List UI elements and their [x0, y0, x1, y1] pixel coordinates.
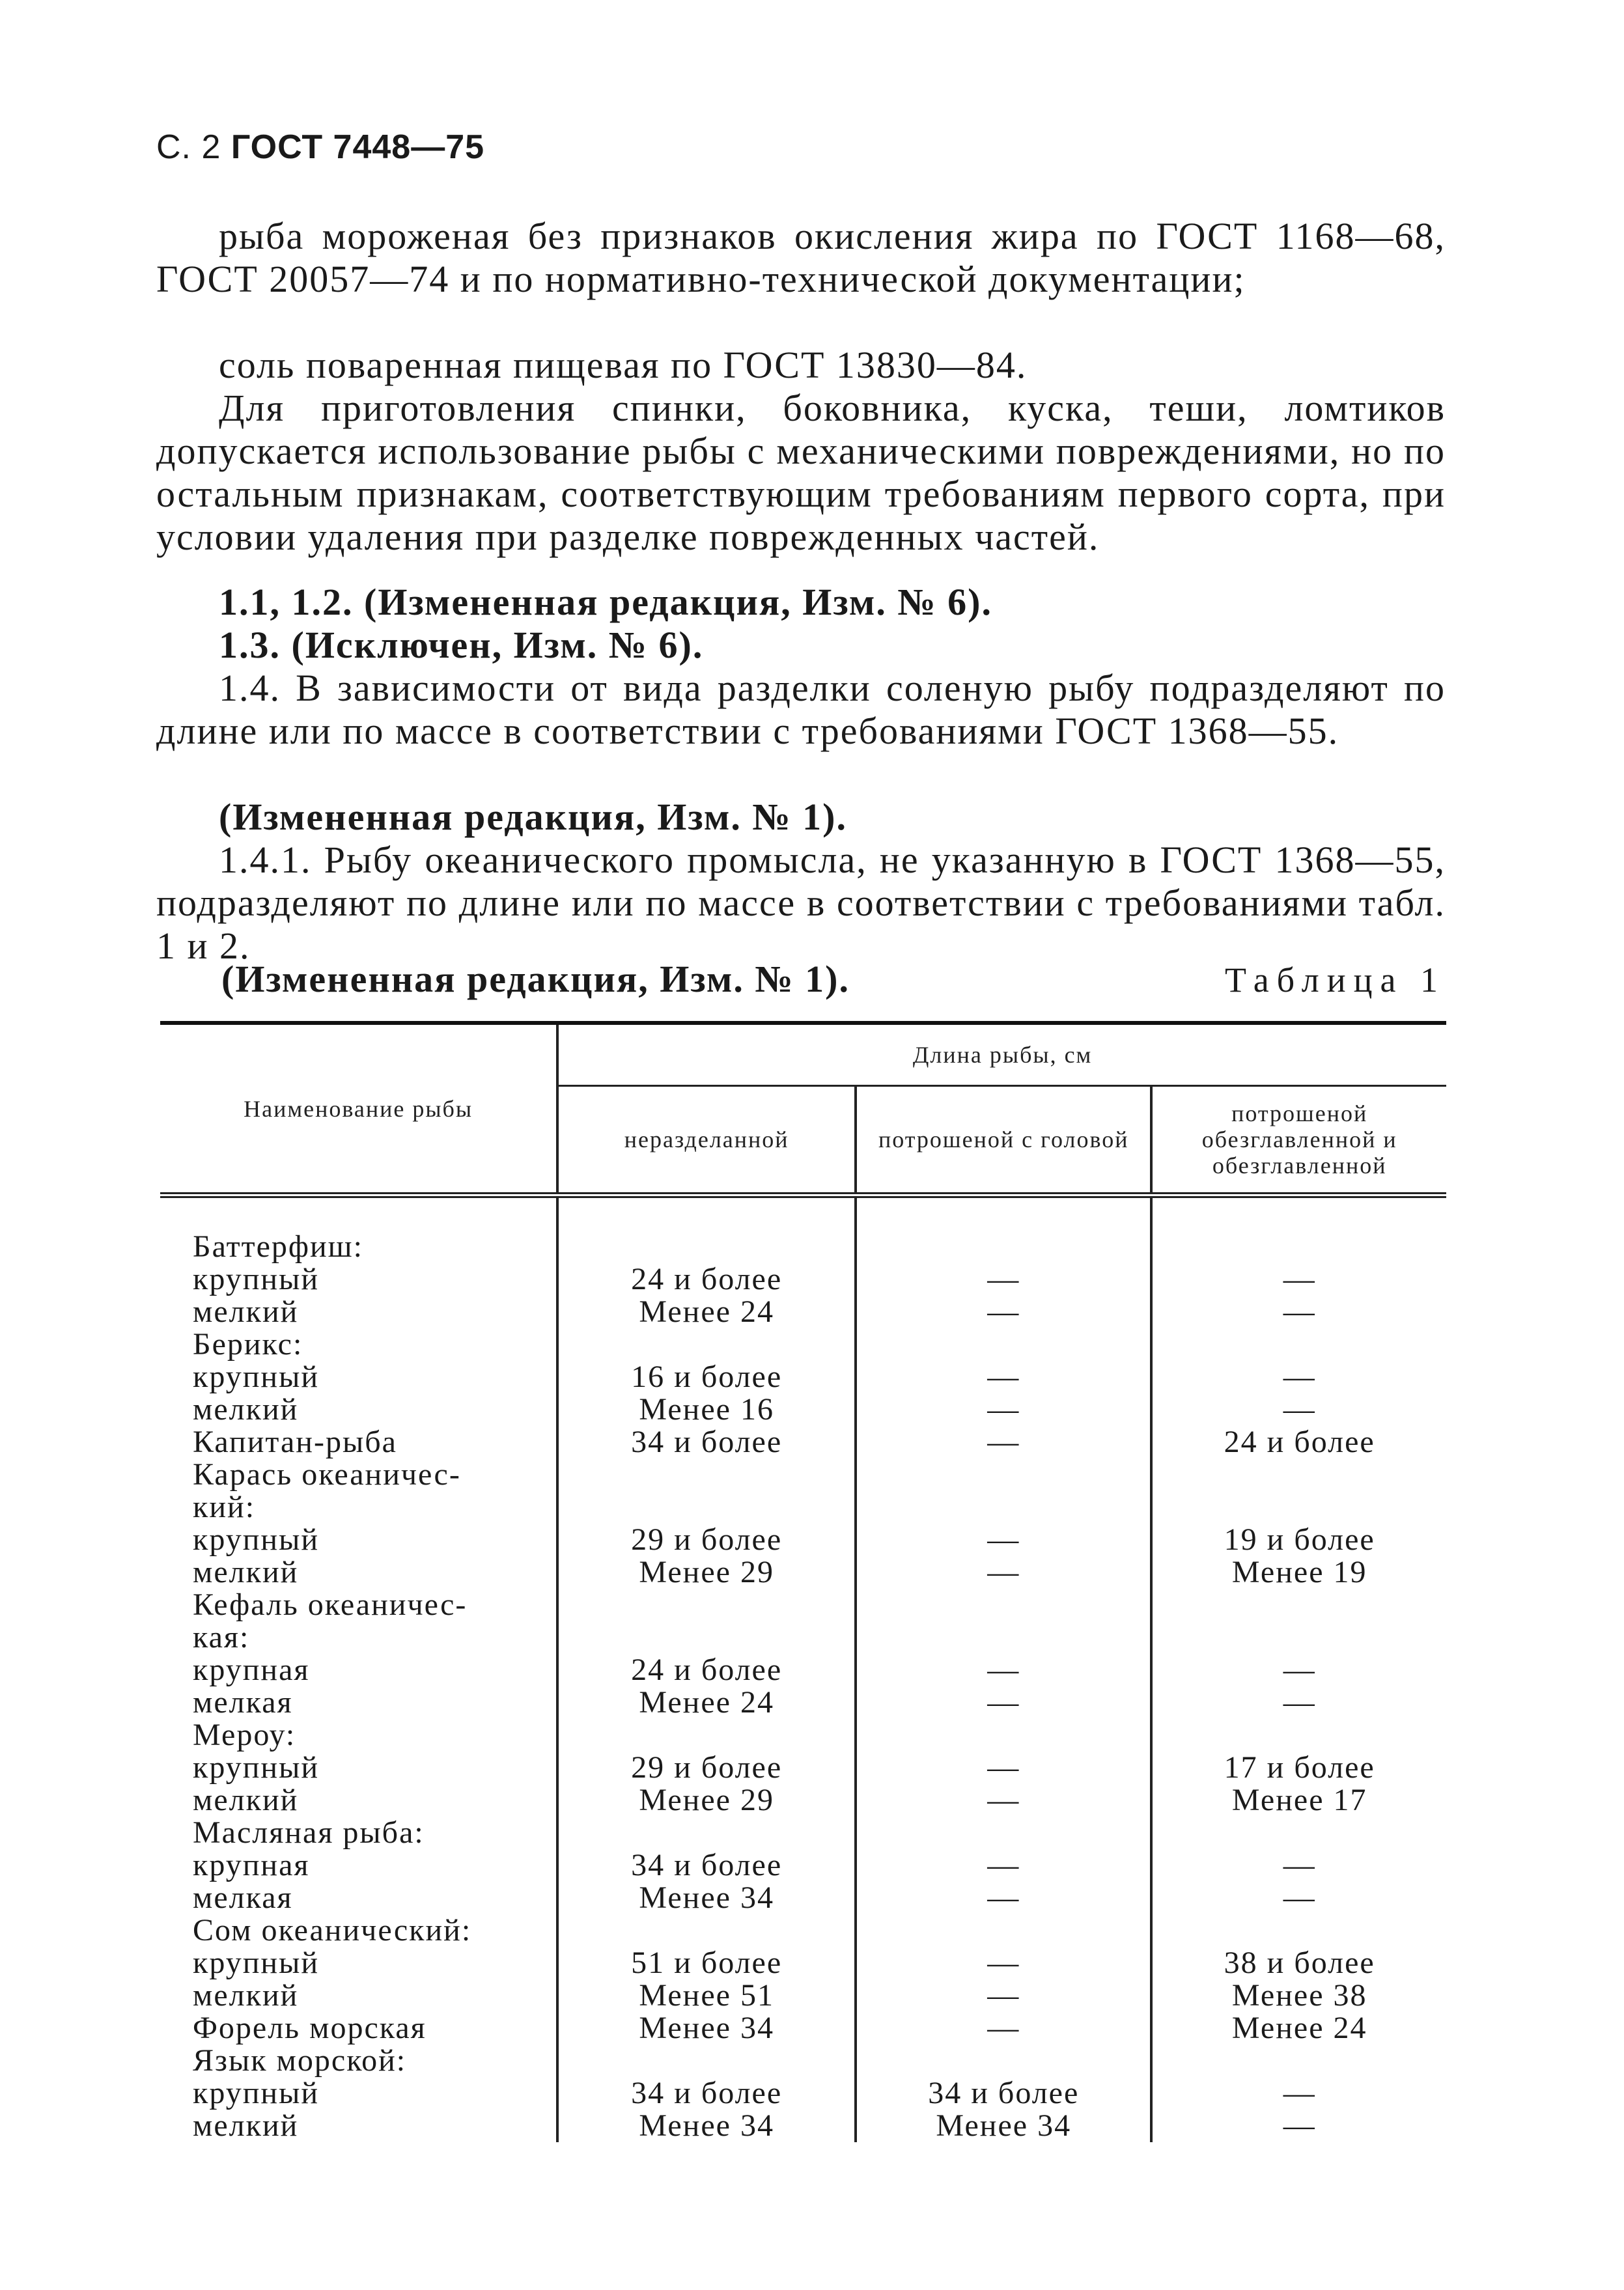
- table-row: [160, 1686, 1446, 1719]
- length-gutted-headless-cell: [1151, 1914, 1446, 1947]
- length-whole-cell: Менее 24: [557, 1296, 856, 1328]
- length-gutted-headless-cell: [1151, 1719, 1446, 1752]
- table-row: [160, 2045, 1446, 2077]
- fish-name-cell: крупный: [160, 1947, 557, 1979]
- length-gutted-headed-cell: 34 и более: [856, 2077, 1151, 2110]
- length-gutted-headless-cell: [1151, 2045, 1446, 2077]
- table-row: [160, 1621, 1446, 1654]
- fish-name-cell: мелкая: [160, 1686, 557, 1719]
- length-whole-cell: Менее 29: [557, 1784, 856, 1817]
- length-gutted-headless-cell: —: [1283, 1653, 1316, 1687]
- length-gutted-headed-cell: [856, 1589, 1151, 1621]
- paragraph-amendment-1: (Измененная редакция, Изм. № 1).: [219, 796, 847, 838]
- length-gutted-headed-cell: —: [856, 1882, 1151, 1914]
- table-row: [160, 1556, 1446, 1589]
- fish-name-cell: мелкий: [160, 1296, 557, 1328]
- length-gutted-headed-cell: [856, 1817, 1151, 1849]
- paragraph-1-4-1: 1.4.1. Рыбу океанического промысла, не указанную в ГОСТ 1368—55, подразделяют по длине или по массе в соответствии с требованиями табл. 1 и 2.: [156, 839, 1446, 967]
- length-gutted-headed-cell: —: [856, 1979, 1151, 2012]
- table-row: [160, 1784, 1446, 1817]
- fish-table-body: [160, 1195, 1446, 2143]
- table-row: [160, 1393, 1446, 1426]
- fish-name-cell: Мероу:: [160, 1719, 557, 1752]
- paragraph-salt: соль поваренная пищевая по ГОСТ 13830—84.: [219, 344, 1028, 386]
- length-gutted-headed-cell: —: [856, 1524, 1151, 1556]
- table-row: [160, 2012, 1446, 2045]
- length-gutted-headless-cell: 24 и более: [1224, 1425, 1375, 1459]
- length-whole-cell: 24 и более: [557, 1654, 856, 1686]
- length-whole-cell: Менее 29: [557, 1556, 856, 1589]
- length-gutted-headless-cell: —: [1283, 1880, 1316, 1915]
- table-row: [160, 1231, 1446, 1263]
- table-number-label: Таблица 1: [1225, 960, 1446, 999]
- fish-name-cell: крупный: [160, 2077, 557, 2110]
- length-whole-cell: [557, 1914, 856, 1947]
- length-whole-cell: [557, 1719, 856, 1752]
- table-row: [160, 2110, 1446, 2142]
- length-whole-cell: Менее 34: [557, 2110, 856, 2142]
- length-gutted-headless-cell: —: [1283, 2108, 1316, 2143]
- length-whole-cell: 51 и более: [557, 1947, 856, 1979]
- length-gutted-headed-cell: —: [856, 1686, 1151, 1719]
- length-whole-cell: [557, 1589, 856, 1621]
- fish-name-cell: Масляная рыба:: [160, 1817, 557, 1849]
- length-gutted-headed-cell: —: [856, 2012, 1151, 2045]
- length-gutted-headless-cell: Менее 17: [1231, 1783, 1367, 1817]
- standard-number: ГОСТ 7448—75: [231, 128, 485, 166]
- length-whole-cell: Менее 24: [557, 1686, 856, 1719]
- length-gutted-headless-cell: —: [1283, 1848, 1316, 1882]
- length-gutted-headless-cell: —: [1283, 1294, 1316, 1329]
- fish-name-cell: Кефаль океаничес-: [160, 1589, 557, 1621]
- length-whole-cell: 34 и более: [557, 2077, 856, 2110]
- table-row: [160, 1328, 1446, 1361]
- length-whole-cell: 24 и более: [557, 1263, 856, 1296]
- length-whole-cell: 34 и более: [557, 1426, 856, 1459]
- length-whole-cell: [557, 1817, 856, 1849]
- fish-name-cell: Баттерфиш:: [160, 1231, 557, 1263]
- length-gutted-headed-cell: [856, 1231, 1151, 1263]
- fish-name-cell: мелкий: [160, 1979, 557, 2012]
- table-row: [160, 1491, 1446, 1524]
- fish-name-cell: Язык морской:: [160, 2045, 557, 2077]
- length-gutted-headless-cell: [1151, 1817, 1446, 1849]
- length-whole-cell: [557, 1328, 856, 1361]
- length-gutted-headless-cell: [1151, 1231, 1446, 1263]
- length-whole-cell: Менее 34: [557, 2012, 856, 2045]
- fish-name-cell: крупный: [160, 1524, 557, 1556]
- length-whole-cell: 29 и более: [557, 1524, 856, 1556]
- fish-name-cell: крупная: [160, 1654, 557, 1686]
- fish-name-cell: мелкий: [160, 2110, 557, 2142]
- fish-name-cell: мелкий: [160, 1556, 557, 1589]
- length-whole-cell: 16 и более: [557, 1361, 856, 1393]
- length-gutted-headless-cell: —: [1283, 1392, 1316, 1427]
- length-gutted-headed-cell: [856, 1621, 1151, 1654]
- length-gutted-headed-cell: —: [856, 1784, 1151, 1817]
- fish-name-cell: мелкий: [160, 1393, 557, 1426]
- length-gutted-headed-cell: [856, 1459, 1151, 1491]
- table-row: [160, 1524, 1446, 1556]
- length-gutted-headless-cell: 38 и более: [1224, 1946, 1375, 1980]
- fish-name-cell: мелкая: [160, 1882, 557, 1914]
- length-whole-cell: [557, 2045, 856, 2077]
- length-whole-cell: Менее 16: [557, 1393, 856, 1426]
- length-gutted-headless-cell: 19 и более: [1224, 1522, 1375, 1557]
- fish-name-cell: Форель морская: [160, 2012, 557, 2045]
- fish-name-cell: Карась океаничес-: [160, 1459, 557, 1491]
- length-gutted-headed-cell: [856, 1491, 1151, 1524]
- fish-name-cell: кий:: [160, 1491, 557, 1524]
- table-row: [160, 1654, 1446, 1686]
- length-whole-cell: [557, 1231, 856, 1263]
- length-gutted-headless-cell: —: [1283, 1262, 1316, 1296]
- table-row: [160, 1263, 1446, 1296]
- length-gutted-headed-cell: —: [856, 1361, 1151, 1393]
- table-row: [160, 1849, 1446, 1882]
- paragraph-amendment-1-2: 1.1, 1.2. (Измененная редакция, Изм. № 6).: [219, 581, 992, 623]
- length-gutted-headed-cell: —: [856, 1296, 1151, 1328]
- table-row: [160, 2077, 1446, 2110]
- fish-name-cell: мелкий: [160, 1784, 557, 1817]
- table-row: [160, 1979, 1446, 2012]
- fish-name-cell: крупный: [160, 1263, 557, 1296]
- length-gutted-headless-cell: [1151, 1621, 1446, 1654]
- length-gutted-headed-cell: —: [856, 1752, 1151, 1784]
- length-whole-cell: [557, 1621, 856, 1654]
- length-whole-cell: Менее 51: [557, 1979, 856, 2012]
- header-length-group: Длина рыбы, см: [912, 1042, 1093, 1068]
- length-gutted-headed-cell: —: [856, 1426, 1151, 1459]
- length-gutted-headless-cell: Менее 19: [1231, 1555, 1367, 1589]
- table-row: [160, 1947, 1446, 1979]
- length-gutted-headed-cell: —: [856, 1263, 1151, 1296]
- length-gutted-headed-cell: [856, 1914, 1151, 1947]
- header-gutted-headed: потрошеной с головой: [856, 1086, 1151, 1195]
- header-fish-name: Наименование рыбы: [160, 1023, 557, 1195]
- table-amendment-caption: (Измененная редакция, Изм. № 1).: [221, 958, 850, 1000]
- paragraph-damaged-fish: Для приготовления спинки, боковника, куска, теши, ломтиков допускается использование рыбы с механическими повреждениями, но по остальным признакам, соответствующим требованиям первого сорта, при условии удаления при разделке поврежденных частей.: [156, 387, 1446, 558]
- fish-name-cell: Берикс:: [160, 1328, 557, 1361]
- table-row: [160, 1882, 1446, 1914]
- length-gutted-headed-cell: —: [856, 1556, 1151, 1589]
- length-gutted-headless-cell: 17 и более: [1224, 1750, 1375, 1785]
- paragraph-raw-materials: рыба мороженая без признаков окисления жира по ГОСТ 1168—68, ГОСТ 20057—74 и по нормативно-технической документации;: [156, 215, 1446, 300]
- length-gutted-headed-cell: —: [856, 1947, 1151, 1979]
- length-gutted-headless-cell: —: [1283, 1360, 1316, 1394]
- length-gutted-headless-cell: Менее 24: [1231, 2011, 1367, 2045]
- fish-name-cell: Капитан-рыба: [160, 1426, 557, 1459]
- length-gutted-headless-cell: [1151, 1491, 1446, 1524]
- length-gutted-headless-cell: [1151, 1459, 1446, 1491]
- length-gutted-headless-cell: [1151, 1589, 1446, 1621]
- length-gutted-headed-cell: —: [856, 1654, 1151, 1686]
- length-gutted-headless-cell: Менее 38: [1231, 1978, 1367, 2013]
- length-whole-cell: [557, 1459, 856, 1491]
- fish-name-cell: кая:: [160, 1621, 557, 1654]
- header-whole: неразделанной: [557, 1086, 856, 1195]
- table-row: [160, 1459, 1446, 1491]
- table-row: [160, 1426, 1446, 1459]
- table-row: [160, 1817, 1446, 1849]
- fish-name-cell: крупный: [160, 1361, 557, 1393]
- length-gutted-headed-cell: [856, 2045, 1151, 2077]
- length-gutted-headed-cell: Менее 34: [856, 2110, 1151, 2142]
- length-whole-cell: 29 и более: [557, 1752, 856, 1784]
- page-number: С. 2: [156, 128, 221, 166]
- table-row: [160, 1589, 1446, 1621]
- length-gutted-headless-cell: —: [1283, 1685, 1316, 1720]
- table-row: [160, 1296, 1446, 1328]
- table-row: [160, 1361, 1446, 1393]
- paragraph-excluded-1-3: 1.3. (Исключен, Изм. № 6).: [219, 624, 704, 666]
- length-gutted-headed-cell: [856, 1328, 1151, 1361]
- fish-name-cell: крупный: [160, 1752, 557, 1784]
- length-gutted-headed-cell: —: [856, 1393, 1151, 1426]
- table-row: [160, 1719, 1446, 1752]
- table-row: [160, 1752, 1446, 1784]
- paragraph-1-4: 1.4. В зависимости от вида разделки соленую рыбу подразделяют по длине или по массе в соответствии с требованиями ГОСТ 1368—55.: [156, 667, 1446, 752]
- length-whole-cell: [557, 1491, 856, 1524]
- length-gutted-headless-cell: [1151, 1328, 1446, 1361]
- fish-name-cell: Сом океанический:: [160, 1914, 557, 1947]
- page-header: [156, 128, 484, 167]
- length-whole-cell: 34 и более: [557, 1849, 856, 1882]
- length-gutted-headed-cell: [856, 1719, 1151, 1752]
- fish-name-cell: крупная: [160, 1849, 557, 1882]
- length-whole-cell: Менее 34: [557, 1882, 856, 1914]
- header-gutted-headless: потрошеной обезглавленной и обезглавленной: [1151, 1086, 1446, 1195]
- length-gutted-headed-cell: —: [856, 1849, 1151, 1882]
- fish-length-table: [160, 1021, 1446, 2142]
- table-row: [160, 1914, 1446, 1947]
- length-gutted-headless-cell: —: [1283, 2076, 1316, 2110]
